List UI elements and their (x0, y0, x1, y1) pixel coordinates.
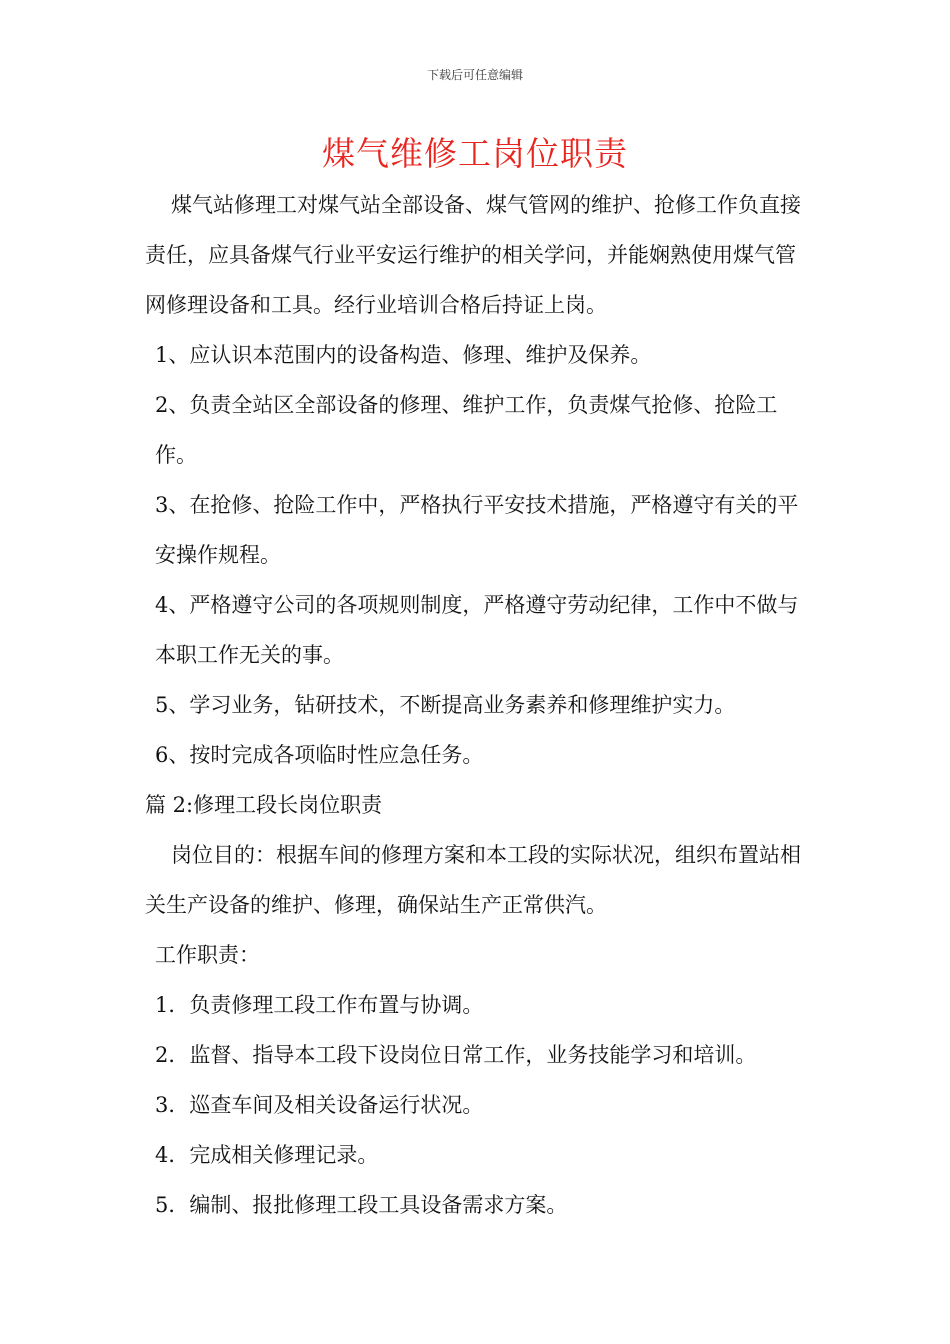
section-2-duty-1: 1．负责修理工段工作布置与协调。 (155, 993, 484, 1017)
duties-label: 工作职责： (155, 943, 260, 967)
duty-item-1: 1、应认识本范围内的设备构造、修理、维护及保养。 (155, 343, 652, 367)
duty-item-4: 4、严格遵守公司的各项规则制度，严格遵守劳动纪律，工作中不做与本职工作无关的事。 (155, 593, 799, 667)
section-2-duty-2: 2．监督、指导本工段下设岗位日常工作，业务技能学习和培训。 (155, 1043, 757, 1067)
document-body (145, 180, 810, 1230)
section-2-duty-5: 5．编制、报批修理工段工具设备需求方案。 (155, 1193, 568, 1217)
section-2-intro: 岗位目的：根据车间的修理方案和本工段的实际状况，组织布置站相关生产设备的维护、修理，确保站生产正常供汽。 (145, 843, 801, 917)
duty-item-6: 6、按时完成各项临时性应急任务。 (155, 743, 484, 767)
section-2-duty-3: 3．巡查车间及相关设备运行状况。 (155, 1093, 484, 1117)
section-2-duty-4: 4．完成相关修理记录。 (155, 1143, 379, 1167)
intro-paragraph: 煤气站修理工对煤气站全部设备、煤气管网的维护、抢修工作负直接责任，应具备煤气行业平安运行维护的相关学问，并能娴熟使用煤气管网修理设备和工具。经行业培训合格后持证上岗。 (145, 193, 801, 317)
section-2-heading: 篇 2:修理工段长岗位职责 (145, 793, 383, 817)
duty-item-3: 3、在抢修、抢险工作中，严格执行平安技术措施，严格遵守有关的平安操作规程。 (155, 493, 799, 567)
duty-item-2: 2、负责全站区全部设备的修理、维护工作，负责煤气抢修、抢险工作。 (155, 393, 778, 467)
duty-item-5: 5、学习业务，钻研技术，不断提高业务素养和修理维护实力。 (155, 693, 736, 717)
document-title: 煤气维修工岗位职责 (322, 134, 628, 173)
page-header-note: 下载后可任意编辑 (426, 68, 523, 82)
